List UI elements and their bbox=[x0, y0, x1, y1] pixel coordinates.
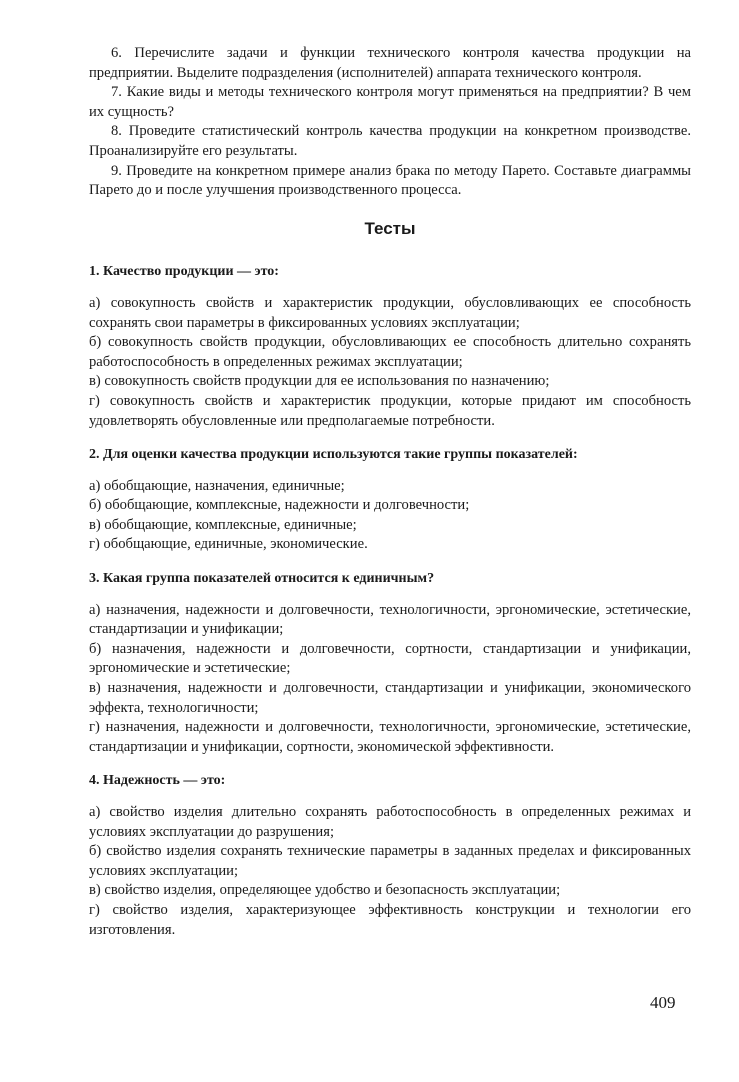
test-3 bbox=[89, 569, 691, 757]
test-4 bbox=[89, 771, 691, 940]
test-2 bbox=[89, 445, 691, 555]
review-question-6: 6. Перечислите задачи и функции технического контроля качества продукции на предприятии. Выделите подразделения (исполнителей) аппарата технического контроля. bbox=[89, 45, 691, 81]
review-question-8: 8. Проведите статистический контроль качества продукции на конкретном производстве. Проанализируйте его результаты. bbox=[89, 123, 691, 159]
answer-option: в) обобщающие, комплексные, единичные; bbox=[89, 516, 357, 533]
answer-option: а) обобщающие, назначения, единичные; bbox=[89, 477, 345, 494]
answer-option: г) совокупность свойств и характеристик продукции, которые придают им способность удовлетворять обусловленные или предполагаемые потребности. bbox=[89, 392, 691, 429]
answer-option: б) совокупность свойств продукции, обусловливающих ее способность длительно сохранять работоспособность в определенных режимах эксплуатации; bbox=[89, 334, 691, 370]
test-question: 3. Какая группа показателей относится к единичным? bbox=[89, 571, 435, 587]
answer-option: а) свойство изделия длительно сохранять работоспособность в определенных режимах и условиях эксплуатации до разрушения; bbox=[89, 804, 691, 840]
answer-option: г) назначения, надежности и долговечности, технологичности, эргономические, эстетические, стандартизации и унификации, сортности, экономической эффективности. bbox=[89, 719, 691, 755]
answer-option: в) совокупность свойств продукции для ее использования по назначению; bbox=[89, 373, 550, 390]
answer-option: в) свойство изделия, определяющее удобство и безопасность эксплуатации; bbox=[89, 882, 561, 899]
review-question-7: 7. Какие виды и методы технического контроля могут применяться на предприятии? В чем их сущность? bbox=[89, 84, 691, 120]
test-question: 2. Для оценки качества продукции используются такие группы показателей: bbox=[89, 447, 578, 463]
test-question: 1. Качество продукции — это: bbox=[89, 264, 279, 280]
answer-option: а) совокупность свойств и характеристик продукции, обусловливающих ее способность сохранять свои параметры в фиксированных условиях эксплуатации; bbox=[89, 294, 691, 331]
test-1 bbox=[89, 262, 691, 431]
review-question-9: 9. Проведите на конкретном примере анализ брака по методу Парето. Составьте диаграммы Парето до и после улучшения производственного процесса. bbox=[89, 162, 691, 199]
answer-option: б) свойство изделия сохранять технические параметры в заданных пределах и фиксированных условиях эксплуатации; bbox=[89, 843, 691, 879]
tests-heading: Тесты bbox=[364, 218, 416, 238]
answer-option: в) назначения, надежности и долговечности, стандартизации и унификации, экономического эффекта, технологичности; bbox=[89, 680, 691, 716]
test-question: 4. Надежность — это: bbox=[89, 773, 226, 789]
page-number: 409 bbox=[650, 993, 676, 1012]
answer-option: б) обобщающие, комплексные, надежности и долговечности; bbox=[89, 497, 470, 514]
answer-option: а) назначения, надежности и долговечности, технологичности, эргономические, эстетические, стандартизации и унификации; bbox=[89, 601, 691, 638]
answer-option: б) назначения, надежности и долговечности, сортности, стандартизации и унификации, эргономические и эстетические; bbox=[89, 640, 691, 677]
answer-option: г) обобщающие, единичные, экономические. bbox=[89, 536, 368, 553]
answer-option: г) свойство изделия, характеризующее эффективность конструкции и технологии его изготовления. bbox=[89, 901, 691, 938]
page-content bbox=[89, 44, 691, 940]
